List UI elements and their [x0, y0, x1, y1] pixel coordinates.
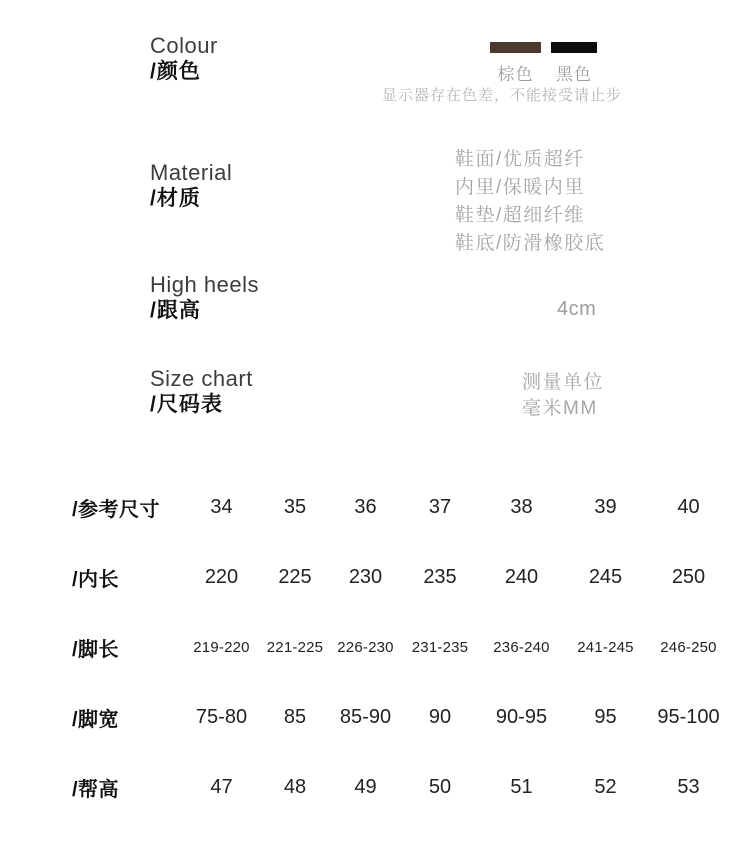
material-details: [455, 146, 605, 258]
size-cell: 241-245: [577, 638, 634, 656]
size-cell: 39: [594, 495, 617, 518]
material-label-zh: /材质: [150, 187, 201, 210]
size-cell: 37: [428, 495, 452, 518]
size-cell: 240: [504, 565, 539, 588]
size-cell: 52: [594, 775, 617, 798]
size-cell: 47: [210, 775, 233, 798]
size-row-label: /脚长: [72, 638, 120, 661]
colour-section-label: [150, 33, 218, 84]
size-cell: 246-250: [660, 638, 717, 656]
size-cell: 36: [354, 495, 377, 518]
size-cell: 95: [594, 705, 617, 728]
black-swatch-bar: [551, 42, 597, 53]
measurement-unit-line1: 测量单位: [522, 372, 605, 393]
measurement-unit-line2: 毫米MM: [522, 398, 598, 419]
brown-swatch-label: 棕色: [497, 65, 534, 84]
material-line-outsole: 鞋底/防滑橡胶底: [455, 233, 606, 254]
size-cell: 35: [283, 495, 307, 518]
swatch-black: [551, 42, 597, 85]
material-line-upper: 鞋面/优质超纤: [455, 149, 585, 170]
size-cell: 245: [588, 565, 623, 588]
size-cell: 220: [204, 565, 239, 588]
size-cell: 250: [671, 565, 706, 588]
size-table-row-shaft-height: [0, 752, 750, 822]
brown-swatch-bar: [490, 42, 541, 53]
size-cell: 85: [283, 705, 307, 728]
size-cell: 38: [510, 495, 533, 518]
size-cell: 53: [677, 775, 700, 798]
heel-section-label: [150, 272, 259, 323]
size-chart-label-en: Size chart: [150, 366, 253, 391]
size-row-label: /帮高: [72, 778, 120, 801]
size-row-label: /脚宽: [72, 708, 120, 731]
measurement-unit: [522, 370, 604, 422]
swatch-brown: [490, 42, 541, 85]
size-table-row-inner-length: [0, 542, 750, 612]
size-cell: 49: [354, 775, 377, 798]
size-cell: 50: [428, 775, 452, 798]
size-row-label: /内长: [72, 568, 120, 591]
size-cell: 235: [423, 565, 457, 588]
colour-label-zh: /颜色: [150, 60, 201, 83]
size-chart-section-label: [150, 366, 253, 417]
size-cell: 219-220: [193, 638, 250, 656]
material-label-en: Material: [150, 160, 233, 185]
black-swatch-label: 黑色: [556, 65, 592, 84]
size-cell: 34: [210, 495, 233, 518]
size-cell: 90: [428, 705, 452, 728]
size-cell: 90-95: [495, 705, 548, 728]
material-line-insole: 鞋垫/超细纤维: [455, 205, 585, 226]
size-cell: 48: [283, 775, 307, 798]
size-cell: 40: [677, 495, 700, 518]
color-swatches: [490, 42, 597, 85]
heel-label-zh: /跟高: [150, 299, 201, 322]
size-cell: 226-230: [337, 638, 394, 656]
heel-label-en: High heels: [150, 272, 259, 297]
material-line-lining: 内里/保暖内里: [455, 177, 585, 198]
size-cell: 231-235: [411, 638, 469, 656]
size-cell: 230: [348, 565, 383, 588]
size-cell: 221-225: [266, 638, 324, 656]
size-table: [0, 472, 750, 822]
heel-height-value: 4cm: [557, 298, 597, 320]
size-cell: 85-90: [339, 705, 392, 728]
size-cell: 236-240: [493, 638, 550, 656]
size-table-row-foot-width: [0, 682, 750, 752]
size-table-row-foot-length: [0, 612, 750, 682]
size-cell: 225: [278, 565, 312, 588]
size-table-row-reference-size: [0, 472, 750, 542]
size-cell: 51: [510, 775, 533, 798]
material-section-label: [150, 160, 232, 211]
colour-label-en: Colour: [150, 33, 218, 58]
size-chart-label-zh: /尺码表: [150, 393, 223, 416]
colour-difference-note: 显示器存在色差，不能接受请止步: [381, 87, 622, 104]
size-cell: 75-80: [195, 705, 248, 728]
size-cell: 95-100: [657, 705, 720, 728]
size-row-label: /参考尺寸: [72, 498, 161, 521]
